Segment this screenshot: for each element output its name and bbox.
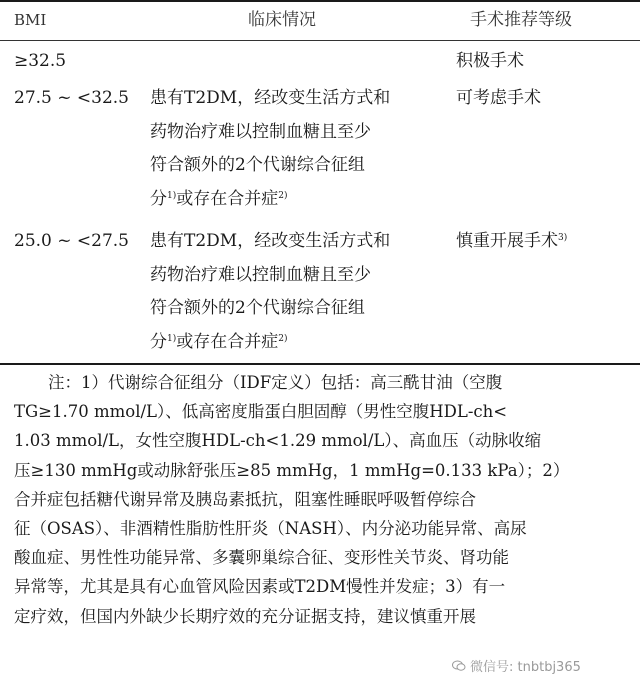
row2-recommendation: 可考虑手术 <box>456 88 541 108</box>
row3-condition-line: 患有T2DM，经改变生活方式和 <box>150 231 391 251</box>
header-clinical-situation: 临床情况 <box>248 10 316 30</box>
note-line: TG≥1.70 mmol/L）、低高密度脂蛋白胆固醇（男性空腹HDL-ch< <box>14 402 508 422</box>
row2-condition <box>150 82 450 216</box>
note-line: 压≥130 mmHg或动脉舒张压≥85 mmHg，1 mmHg=0.133 kPa）；2） <box>14 460 570 480</box>
row2-condition-line: 符合额外的2个代谢综合征组 <box>150 155 365 175</box>
row2-tail-a: 分 <box>150 188 167 209</box>
table-bottom-rule <box>0 363 640 365</box>
row1-recommendation: 积极手术 <box>456 51 524 71</box>
footnote-ref-1: 1) <box>167 333 177 344</box>
row3-tail-a: 分 <box>150 331 167 352</box>
row2-condition-line <box>150 183 450 217</box>
row1-bmi: ≥32.5 <box>14 51 67 71</box>
row3-recommendation <box>456 229 567 253</box>
footnote-ref-2: 2) <box>278 333 288 344</box>
header-recommendation-level: 手术推荐等级 <box>470 10 572 30</box>
note-line: 异常等，尤其是具有心血管风险因素或T2DM慢性并发症；3）有一 <box>14 577 506 597</box>
note-line: 征（OSAS）、非酒精性脂肪性肝炎（NASH）、内分泌功能异常、高尿 <box>14 519 527 539</box>
row3-condition-line <box>150 326 450 360</box>
row3-recommendation-text: 慎重开展手术 <box>456 231 558 251</box>
header-bmi: BMI <box>14 11 47 29</box>
row3-condition-line: 符合额外的2个代谢综合征组 <box>150 298 365 318</box>
row2-tail-b: 或存在合并症 <box>176 188 279 209</box>
table-notes <box>14 368 632 631</box>
note-line: 酸血症、男性性功能异常、多囊卵巢综合征、变形性关节炎、肾功能 <box>14 548 509 568</box>
note-line: 合并症包括糖代谢异常及胰岛素抵抗，阻塞性睡眠呼吸暂停综合 <box>14 489 476 509</box>
row3-tail-b: 或存在合并症 <box>176 331 279 352</box>
row3-bmi: 25.0 ~ <27.5 <box>14 231 129 251</box>
note-line: 1.03 mmol/L，女性空腹HDL-ch<1.29 mmol/L）、高血压（动脉收缩 <box>14 431 542 451</box>
wechat-icon <box>452 660 466 672</box>
header-rule <box>0 40 640 41</box>
watermark-text: 微信号: tnbtbj365 <box>470 660 581 675</box>
row2-bmi: 27.5 ~ <32.5 <box>14 88 129 108</box>
row2-condition-line: 药物治疗难以控制血糖且至少 <box>150 121 371 142</box>
note-line: 定疗效，但国内外缺少长期疗效的充分证据支持，建议慎重开展 <box>14 606 476 626</box>
note-line: 注：1）代谢综合征组分（IDF定义）包括：高三酰甘油（空腹 <box>48 373 503 392</box>
footnote-ref-3: 3) <box>558 233 568 243</box>
footnote-ref-1: 1) <box>167 190 177 201</box>
row3-condition-line: 药物治疗难以控制血糖且至少 <box>150 264 371 285</box>
row3-condition <box>150 225 450 359</box>
row2-condition-line: 患有T2DM，经改变生活方式和 <box>150 88 391 108</box>
footnote-ref-2: 2) <box>278 190 288 201</box>
table-top-rule <box>0 0 640 2</box>
